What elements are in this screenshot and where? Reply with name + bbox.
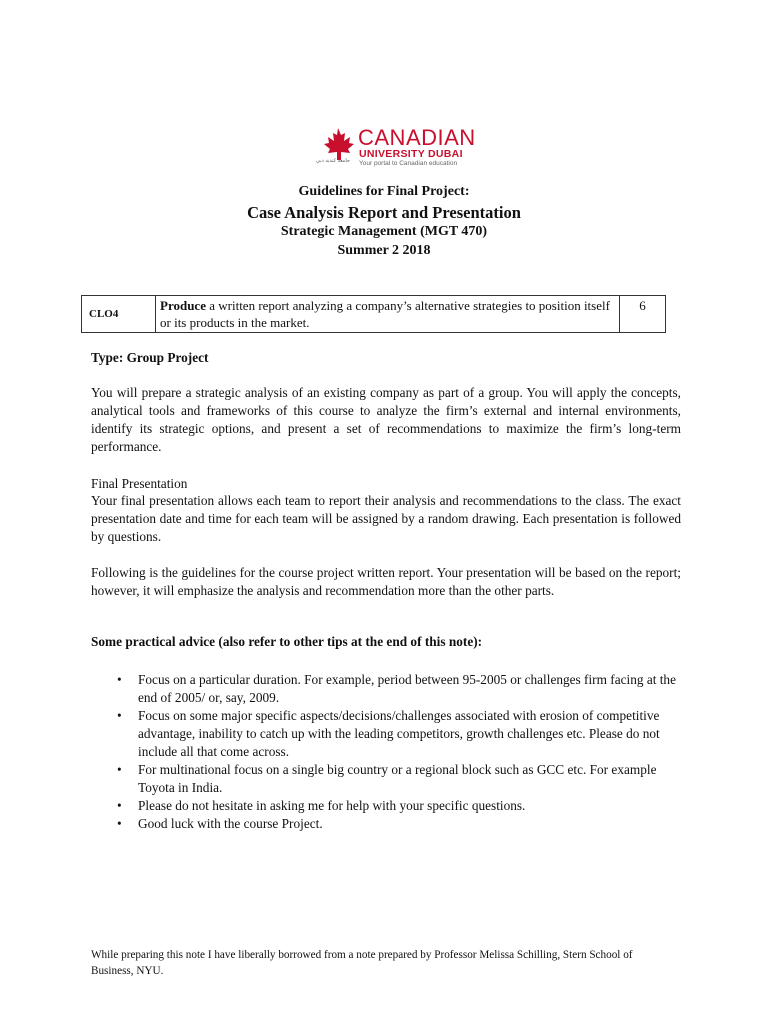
clo-description [156, 296, 620, 333]
clo-number: 6 [620, 296, 666, 333]
bullet-icon: • [117, 672, 122, 687]
list-item [117, 707, 677, 761]
logo-tagline: Your portal to Canadian education [359, 160, 458, 167]
table-row [82, 296, 666, 333]
advice-heading: Some practical advice (also refer to other tips at the end of this note): [91, 634, 483, 649]
logo-name-line2: UNIVERSITY DUBAI [359, 148, 463, 160]
final-presentation-body: Your final presentation allows each team to report their analysis and recommendations to the class. The exact presentation date and time for each team will be assigned by a random drawing. Each presentation is followed by questions. [91, 493, 681, 544]
list-item [117, 761, 677, 797]
list-item-text: Please do not hesitate in asking me for help with your specific questions. [138, 798, 526, 813]
course-name: Strategic Management (MGT 470) [280, 224, 488, 239]
list-item [117, 671, 677, 707]
final-presentation-title: Final Presentation [91, 476, 188, 491]
footnote: While preparing this note I have liberally borrowed from a note prepared by Professor Melissa Schilling, Stern School of Business, NYU. [91, 949, 633, 977]
bullet-icon: • [117, 798, 122, 813]
guidelines-note: Following is the guidelines for the course project written report. Your presentation will be based on the report; however, it will emphasize the analysis and recommendation more than the other parts. [91, 565, 681, 598]
intro-paragraph: You will prepare a strategic analysis of an existing company as part of a group. You will apply the concepts, analytical tools and frameworks of this course to analyze the firm’s external and internal environments, identify its strategic options, and present a set of recommendations to maximize the firm’s long-term performance. [91, 385, 681, 454]
logo-name-line1: CANADIAN [358, 125, 476, 150]
guidelines-heading: Guidelines for Final Project: [298, 184, 470, 199]
list-item-text: Focus on some major specific aspects/decisions/challenges associated with erosion of competitive advantage, inability to catch up with the leading competitors, growth challenges etc. Please do not include all that come across. [138, 708, 660, 759]
clo-verb: Produce [160, 298, 206, 313]
list-item-text: Good luck with the course Project. [138, 816, 323, 831]
clo-code: CLO4 [82, 296, 156, 333]
advice-list [117, 671, 677, 833]
list-item [117, 815, 677, 833]
term: Summer 2 2018 [337, 243, 431, 258]
logo-arabic-name: جامعة كندية دبي [316, 158, 350, 164]
bullet-icon: • [117, 816, 122, 831]
page-title: Case Analysis Report and Presentation [247, 203, 521, 222]
clo-table [81, 295, 666, 333]
clo-text: a written report analyzing a company’s alternative strategies to position itself or its products in the market. [160, 298, 610, 330]
project-type: Type: Group Project [91, 350, 209, 365]
bullet-icon: • [117, 708, 122, 723]
list-item-text: Focus on a particular duration. For example, period between 95-2005 or challenges firm facing at the end of 2005/ or, say, 2009. [138, 672, 676, 705]
list-item [117, 797, 677, 815]
bullet-icon: • [117, 762, 122, 777]
list-item-text: For multinational focus on a single big country or a regional block such as GCC etc. For example Toyota in India. [138, 762, 657, 795]
